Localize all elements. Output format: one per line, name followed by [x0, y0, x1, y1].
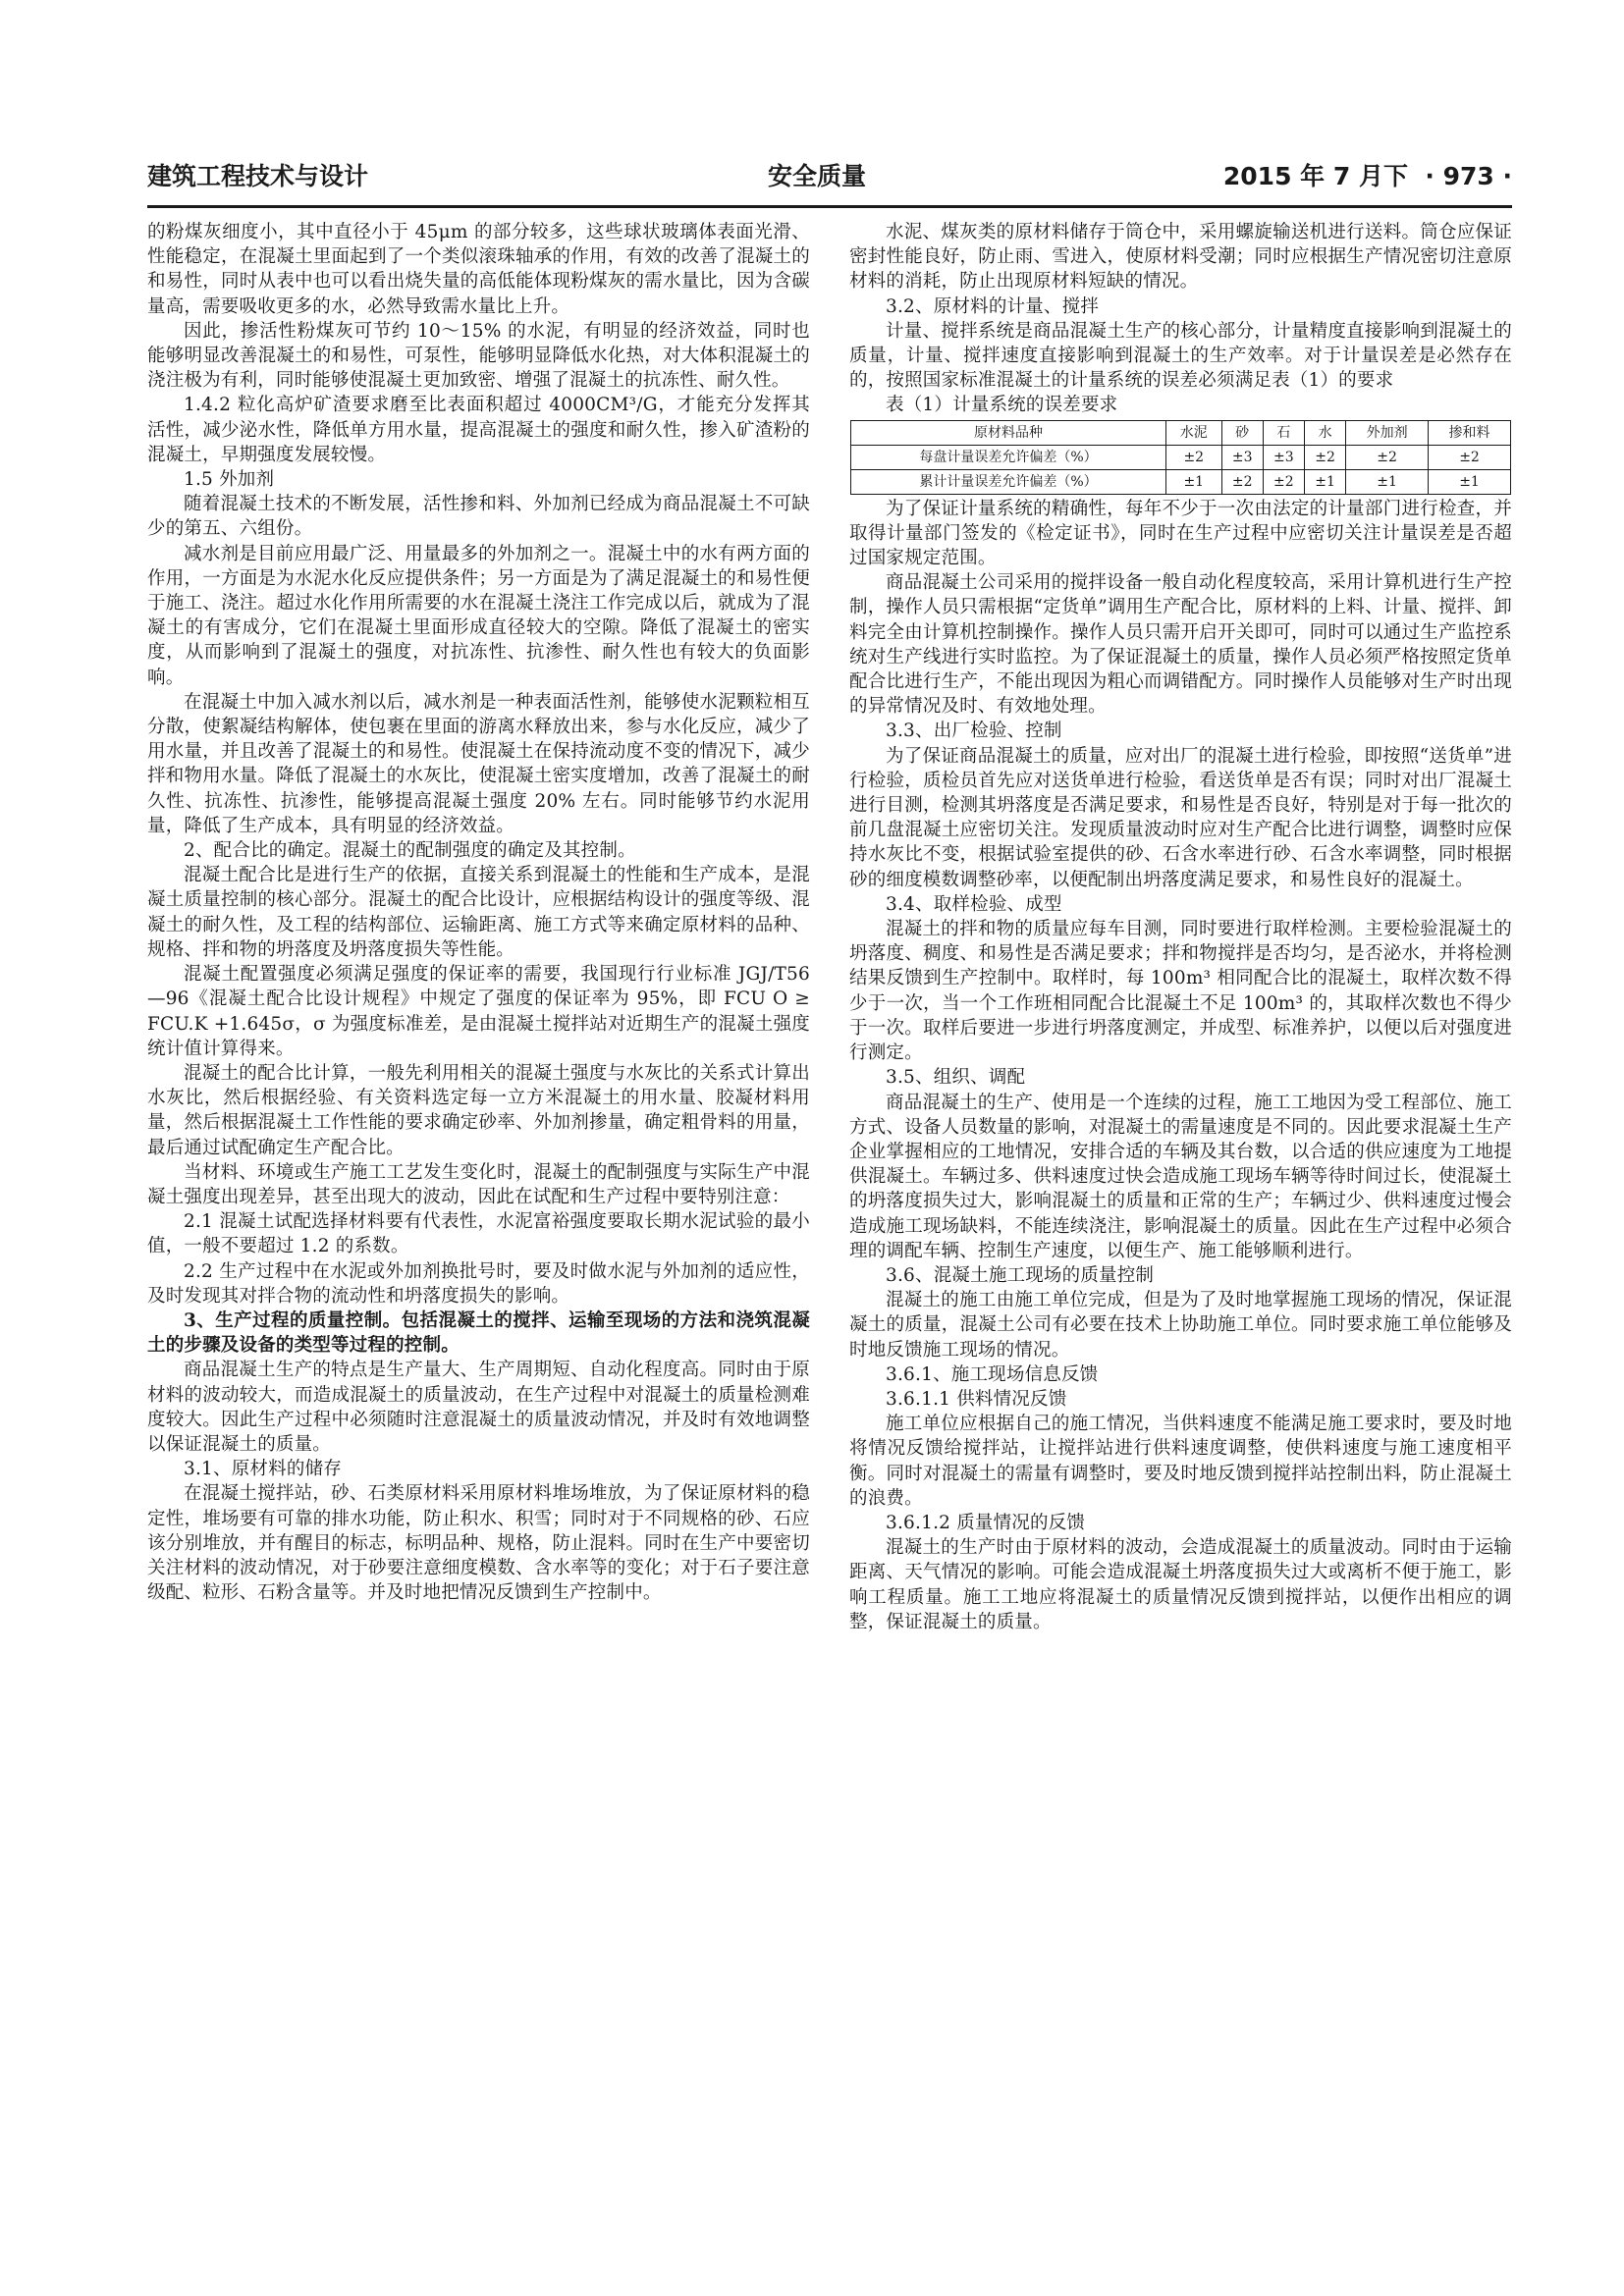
table-cell: ±1 [1166, 469, 1222, 494]
journal-title: 建筑工程技术与设计 [147, 162, 369, 190]
paragraph: 2、配合比的确定。混凝土的配制强度的确定及其控制。 [184, 840, 636, 862]
table-cell: ±1 [1304, 469, 1345, 494]
table-cell: ±3 [1221, 445, 1263, 469]
paragraph: 混凝土的配合比计算，一般先利用相关的混凝土强度与水灰比的关系式计算出水灰比，然后根据经验、有关资料选定每一立方米混凝土的用水量、胶凝材料用量，然后根据混凝土工作性能的要求确定砂率、外加剂掺量，确定粗骨料的用量，最后通过试配确定生产配合比。 [147, 1062, 810, 1158]
paragraph: 3.6.1.1 供料情况反馈 [886, 1388, 1067, 1410]
left-column [147, 220, 810, 2213]
paragraph: 混凝土的施工由施工单位完成，但是为了及时地掌握施工现场的情况，保证混凝土的质量，混凝土公司有必要在技术上协助施工单位。同时要求施工单位能够及时地反馈施工现场的情况。 [849, 1290, 1512, 1361]
paragraph: 当材料、环境或生产施工工艺发生变化时，混凝土的配制强度与实际生产中混凝土强度出现差异，甚至出现大的波动，因此在试配和生产过程中要特别注意： [147, 1161, 810, 1207]
paragraph: 3.3、出厂检验、控制 [886, 721, 1062, 742]
table-cell: ±2 [1221, 469, 1263, 494]
table-cell: ±3 [1263, 445, 1304, 469]
error-table [850, 420, 1511, 495]
page-number: · 973 · [1425, 162, 1512, 190]
table-cell: ±2 [1429, 445, 1511, 469]
running-header [147, 159, 1512, 198]
issue-date: 2015 年 7 月下 [1222, 162, 1408, 190]
table-header-row [851, 420, 1511, 445]
table-header-cell: 水泥 [1166, 420, 1222, 445]
right-column-upper [849, 220, 1512, 393]
paragraph: 1.4.2 粒化高炉矿渣要求磨至比表面积超过 4000CM³/G，才能充分发挥其活性，减少泌水性，降低单方用水量，提高混凝土的强度和耐久性，掺入矿渣粉的混凝土，早期强度发展较慢。 [147, 395, 810, 465]
table-caption: 表（1）计量系统的误差要求 [886, 395, 1118, 416]
table-row [851, 445, 1511, 469]
paragraph: 1.5 外加剂 [184, 469, 275, 491]
table-row [851, 469, 1511, 494]
paragraph: 2.1 混凝土试配选择材料要有代表性，水泥富裕强度要取长期水泥试验的最小值，一般不要超过 1.2 的系数。 [147, 1211, 810, 1257]
issue-and-page [1223, 159, 1512, 194]
paragraph: 商品混凝土的生产、使用是一个连续的过程，施工工地因为受工程部位、施工方式、设备人员数量的影响，对混凝土的需量速度是不同的。因此要求混凝土生产企业掌握相应的工地情况，安排合适的车辆及其台数，以合适的供应速度为工地提供混凝土。车辆过多、供料速度过快会造成施工现场车辆等待时间过长，使混凝土的坍落度损失过大，影响混凝土的质量和正常的生产；车辆过少、供料速度过慢会造成施工现场缺料，不能连续浇注，影响混凝土的质量。因此在生产过程中必须合理的调配车辆、控制生产速度，以便生产、施工能够顺利进行。 [849, 1092, 1512, 1261]
table-cell: ±1 [1346, 469, 1429, 494]
right-column-lower [849, 497, 1512, 1634]
paragraph: 3.4、取样检验、成型 [886, 893, 1062, 915]
table-header-cell: 原材料品种 [851, 420, 1166, 445]
table-cell: 累计计量误差允许偏差（%） [851, 469, 1166, 494]
paragraph: 减水剂是目前应用最广泛、用量最多的外加剂之一。混凝土中的水有两方面的作用，一方面是为水泥水化反应提供条件；另一方面是为了满足混凝土的和易性便于施工、浇注。超过水化作用所需要的水在混凝土浇注工作完成以后，就成为了混凝土的有害成分，它们在混凝土里面形成直径较大的空隙。降低了混凝土的密实度，从而影响到了混凝土的强度，对抗冻性、抗渗性、耐久性也有较大的负面影响。 [147, 543, 810, 688]
paragraph: 为了保证计量系统的精确性，每年不少于一次由法定的计量部门进行检查，并取得计量部门签发的《检定证书》，同时在生产过程中应密切关注计量误差是否超过国家规定范围。 [849, 498, 1512, 569]
right-column [849, 220, 1512, 2213]
table-cell: 每盘计量误差允许偏差（%） [851, 445, 1166, 469]
paragraph: 的粉煤灰细度小，其中直径小于 45μm 的部分较多，这些球状玻璃体表面光滑、性能稳定，在混凝土里面起到了一个类似滚珠轴承的作用，有效的改善了混凝土的和易性，同时从表中也可以看出烧失量的高低能体现粉煤灰的需水量比，因为含碳量高，需要吸收更多的水，必然导致需水量比上升。 [147, 222, 810, 317]
table-cell: ±2 [1346, 445, 1429, 469]
paragraph: 混凝土配合比是进行生产的依据，直接关系到混凝土的性能和生产成本，是混凝土质量控制的核心部分。混凝土的配合比设计，应根据结构设计的强度等级、混凝土的耐久性，及工程的结构部位、运输距离、施工方式等来确定原材料的品种、规格、拌和物的坍落度及坍落度损失等性能。 [147, 865, 810, 960]
table-header-cell: 石 [1263, 420, 1304, 445]
paragraph: 因此，掺活性粉煤灰可节约 10～15% 的水泥，有明显的经济效益，同时也能够明显改善混凝土的和易性，可泵性，能够明显降低水化热，对大体积混凝土的浇注极为有利，同时能够使混凝土更加致密、增强了混凝土的抗冻性、耐久性。 [147, 320, 810, 392]
paragraph: 混凝土配置强度必须满足强度的保证率的需要，我国现行行业标准 JGJ/T56—96《混凝土配合比设计规程》中规定了强度的保证率为 95%，即 FCU O ≥ FCU.K +1.645σ，σ 为强度标准差，是由混凝土搅拌站对近期生产的混凝土强度统计值计算得来。 [147, 964, 810, 1059]
paragraph: 3.5、组织、调配 [886, 1067, 1026, 1089]
table-cell: ±1 [1429, 469, 1511, 494]
table-header-cell: 砂 [1221, 420, 1263, 445]
table-cell: ±2 [1304, 445, 1345, 469]
paragraph: 2.2 生产过程中在水泥或外加剂换批号时，要及时做水泥与外加剂的适应性，及时发现其对拌合物的流动性和坍落度损失的影响。 [147, 1260, 810, 1307]
paragraph: 3.6、混凝土施工现场的质量控制 [886, 1264, 1155, 1286]
paragraph: 随着混凝土技术的不断发展，活性掺和料、外加剂已经成为商品混凝土不可缺少的第五、六组份。 [147, 494, 810, 540]
table-cell: ±2 [1166, 445, 1222, 469]
paragraph: 为了保证商品混凝土的质量，应对出厂的混凝土进行检验，即按照“送货单”进行检验，质检员首先应对送货单进行检验，看送货单是否有误；同时对出厂混凝土进行目测，检测其坍落度是否满足要求，和易性是否良好，特别是对于每一批次的前几盘混凝土应密切关注。发现质量波动时应对生产配合比进行调整，调整时应保持水灰比不变，根据试验室提供的砂、石含水率进行砂、石含水率调整，同时根据砂的细度模数调整砂率，以便配制出坍落度满足要求，和易性良好的混凝土。 [849, 745, 1512, 890]
paragraph: 在混凝土搅拌站，砂、石类原材料采用原材料堆场堆放，为了保证原材料的稳定性，堆场要有可靠的排水功能，防止积水、积雪；同时对于不同规格的砂、石应该分别堆放，并有醒目的标志，标明品种、规格，防止混料。同时在生产中要密切关注材料的波动情况，对于砂要注意细度模数、含水率等的变化；对于石子要注意级配、粒形、石粉含量等。并及时地把情况反馈到生产控制中。 [147, 1483, 810, 1604]
paragraph: 施工单位应根据自己的施工情况，当供料速度不能满足施工要求时，要及时地将情况反馈给搅拌站，让搅拌站进行供料速度调整，使供料速度与施工速度相平衡。同时对混凝土的需量有调整时，要及时地反馈到搅拌站控制出料，防止混凝土的浪费。 [849, 1414, 1512, 1509]
paragraph: 混凝土的生产时由于原材料的波动，会造成混凝土的质量波动。同时由于运输距离、天气情况的影响。可能会造成混凝土坍落度损失过大或离析不便于施工，影响工程质量。施工工地应将混凝土的质量情况反馈到搅拌站，以便作出相应的调整，保证混凝土的质量。 [849, 1537, 1512, 1632]
paragraph: 计量、搅拌系统是商品混凝土生产的核心部分，计量精度直接影响到混凝土的质量，计量、搅拌速度直接影响到混凝土的生产效率。对于计量误差是必然存在的，按照国家标准混凝土的计量系统的误差必须满足表（1）的要求 [849, 320, 1512, 392]
paragraph: 3.6.1、施工现场信息反馈 [886, 1363, 1099, 1385]
paragraph: 商品混凝土生产的特点是生产量大、生产周期短、自动化程度高。同时由于原材料的波动较大，而造成混凝土的质量波动，在生产过程中对混凝土的质量检测难度较大。因此生产过程中必须随时注意混凝土的质量波动情况，并及时有效地调整以保证混凝土的质量。 [147, 1360, 810, 1455]
paragraph: 3.2、原材料的计量、搅拌 [886, 295, 1100, 317]
table-cell: ±2 [1263, 469, 1304, 494]
table-header-cell: 水 [1304, 420, 1345, 445]
header-rule [147, 205, 1512, 208]
paragraph: 3.6.1.2 质量情况的反馈 [886, 1512, 1086, 1533]
table-header-cell: 掺和料 [1429, 420, 1511, 445]
table-header-cell: 外加剂 [1346, 420, 1429, 445]
paragraph: 3.1、原材料的储存 [184, 1459, 342, 1480]
paragraph: 在混凝土中加入减水剂以后，减水剂是一种表面活性剂，能够使水泥颗粒相互分散，使絮凝结构解体，使包裹在里面的游离水释放出来，参与水化反应，减少了用水量，并且改善了混凝土的和易性。使混凝土在保持流动度不变的情况下，减少拌和物用水量。降低了混凝土的水灰比，使混凝土密实度增加，改善了混凝土的耐久性、抗冻性、抗渗性，能够提高混凝土强度 20% 左右。同时能够节约水泥用量，降低了生产成本，具有明显的经济效益。 [147, 691, 810, 836]
section-title: 安全质量 [768, 162, 867, 190]
paragraph: 水泥、煤灰类的原材料储存于筒仓中，采用螺旋输送机进行送料。筒仓应保证密封性能良好，防止雨、雪进入，使原材料受潮；同时应根据生产情况密切注意原材料的消耗，防止出现原材料短缺的情况。 [849, 222, 1512, 293]
paragraph: 商品混凝土公司采用的搅拌设备一般自动化程度较高，采用计算机进行生产控制，操作人员只需根据“定货单”调用生产配合比，原材料的上料、计量、搅拌、卸料完全由计算机控制操作。操作人员只需开启开关即可，同时可以通过生产监控系统对生产线进行实时监控。为了保证混凝土的质量，操作人员必须严格按照定货单配合比进行生产，不能出现因为粗心而调错配方。同时操作人员能够对生产时出现的异常情况及时、有效地处理。 [849, 572, 1512, 718]
paragraph: 混凝土的拌和物的质量应每车目测，同时要进行取样检测。主要检验混凝土的坍落度、稠度、和易性是否满足要求；拌和物搅拌是否均匀，是否泌水，并将检测结果反馈到生产控制中。取样时，每 100m³ 相同配合比的混凝土，取样次数不得少于一次，当一个工作班相同配合比混凝土不足 100m³ 的，其取样次数也不得少于一次。取样后要进一步进行坍落度测定，并成型、标准养护，以便以后对强度进行测定。 [849, 919, 1512, 1064]
paragraph: 3、生产过程的质量控制。包括混凝土的搅拌、运输至现场的方法和浇筑混凝土的步骤及设备的类型等过程的控制。 [147, 1309, 810, 1357]
